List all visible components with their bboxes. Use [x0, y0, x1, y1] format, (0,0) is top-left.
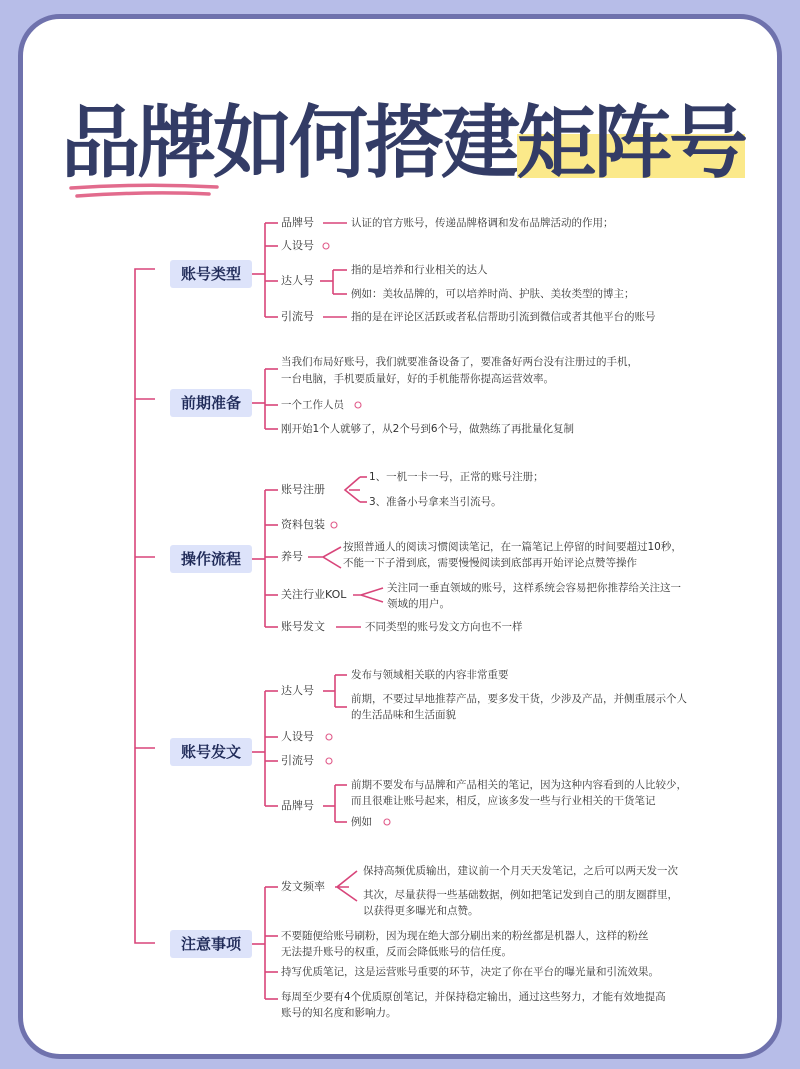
node-persona-account: 人设号 [281, 239, 314, 252]
prep-start-scale: 刚开始1个人就够了，从2个号到6个号，做熟练了再批量化复制 [281, 423, 575, 435]
node-posting-frequency: 发文频率 [281, 880, 325, 893]
prep-staff: 一个工作人员 [281, 399, 344, 411]
detail-traffic-account: 指的是在评论区活跃或者私信帮助引流到微信或者其他平台的账号 [351, 311, 656, 323]
node-follow-kol: 关注行业KOL [281, 588, 347, 601]
node-influencer-account: 达人号 [281, 274, 314, 287]
node-influencer-posting: 达人号 [281, 684, 314, 697]
node-traffic-posting: 引流号 [281, 754, 314, 767]
detail-kol-1: 关注同一垂直领域的账号，这样系统会容易把你推荐给关注这一 [387, 582, 681, 594]
detail-frequency-1: 保持高频优质输出，建议前一个月天天发笔记，之后可以两天发一次 [363, 865, 678, 877]
mind-map [23, 19, 777, 1054]
note-quality-notes: 持写优质笔记，这是运营账号重要的环节，决定了你在平台的曝光量和引流效果。 [281, 966, 659, 978]
detail-brand-account: 认证的官方账号，传递品牌格调和发布品牌活动的作用； [351, 217, 614, 229]
note-weekly-output-1: 每周至少要有4个优质原创笔记，并保持稳定输出，通过这些努力，才能有效地提高 [281, 991, 666, 1003]
detail-influencer-1: 指的是培养和行业相关的达人 [351, 264, 488, 276]
section-account-posting: 账号发文 [170, 738, 252, 766]
note-no-fake-fans-2: 无法提升账号的权重，反而会降低账号的信任度。 [281, 946, 512, 958]
infographic-card [18, 14, 782, 1059]
node-account-nurturing: 养号 [281, 550, 303, 563]
title-highlight: 矩阵号 [517, 97, 745, 189]
node-traffic-account: 引流号 [281, 310, 314, 323]
section-operation-process: 操作流程 [170, 545, 252, 573]
prep-device-line-2: 一台电脑，手机要质量好，好的手机能帮你提高运营效率。 [281, 373, 554, 385]
detail-posting-direction: 不同类型的账号发文方向也不一样 [365, 621, 523, 633]
node-brand-account: 品牌号 [281, 216, 314, 229]
detail-influencer-posting-2: 前期，不要过早地推荐产品，要多发干货，少涉及产品，并侧重展示个人 [351, 693, 687, 705]
detail-register-2: 3、准备小号拿来当引流号。 [369, 496, 502, 508]
detail-influencer-posting-3: 的生活品味和生活面貌 [351, 709, 456, 721]
note-no-fake-fans-1: 不要随便给账号刷粉，因为现在绝大部分刷出来的粉丝都是机器人，这样的粉丝 [281, 930, 649, 942]
node-persona-posting: 人设号 [281, 730, 314, 743]
detail-brand-posting-example: 例如 [351, 816, 372, 828]
section-preparation: 前期准备 [170, 389, 252, 417]
section-precautions: 注意事项 [170, 930, 252, 958]
section-account-types: 账号类型 [170, 260, 252, 288]
detail-influencer-2: 例如：美妆品牌的，可以培养时尚、护肤、美妆类型的博主； [351, 288, 635, 300]
detail-register-1: 1、一机一卡一号，正常的账号注册； [369, 471, 544, 483]
detail-nurturing-1: 按照普通人的阅读习惯阅读笔记，在一篇笔记上停留的时间要超过10秒， [343, 541, 682, 553]
detail-frequency-2: 其次，尽量获得一些基础数据，例如把笔记发到自己的朋友圈群里， [363, 889, 678, 901]
node-account-posting: 账号发文 [281, 620, 325, 633]
detail-frequency-3: 以获得更多曝光和点赞。 [363, 905, 479, 917]
detail-brand-posting-1: 前期不要发布与品牌和产品相关的笔记，因为这种内容看到的人比较少， [351, 779, 687, 791]
title-main: 品牌如何搭建 [61, 97, 517, 189]
prep-device-line-1: 当我们布局好账号，我们就要准备设备了，要准备好两台没有注册过的手机， [281, 356, 638, 368]
node-account-register: 账号注册 [281, 483, 325, 496]
node-brand-posting: 品牌号 [281, 799, 314, 812]
detail-influencer-posting-1: 发布与领域相关联的内容非常重要 [351, 669, 509, 681]
detail-brand-posting-2: 而且很难让账号起来，相反，应该多发一些与行业相关的干货笔记 [351, 795, 656, 807]
node-profile-packaging: 资料包装 [281, 518, 325, 531]
note-weekly-output-2: 账号的知名度和影响力。 [281, 1007, 397, 1019]
detail-nurturing-2: 不能一下子滑到底，需要慢慢阅读到底部再开始评论点赞等操作 [343, 557, 637, 569]
detail-kol-2: 领域的用户。 [387, 598, 450, 610]
